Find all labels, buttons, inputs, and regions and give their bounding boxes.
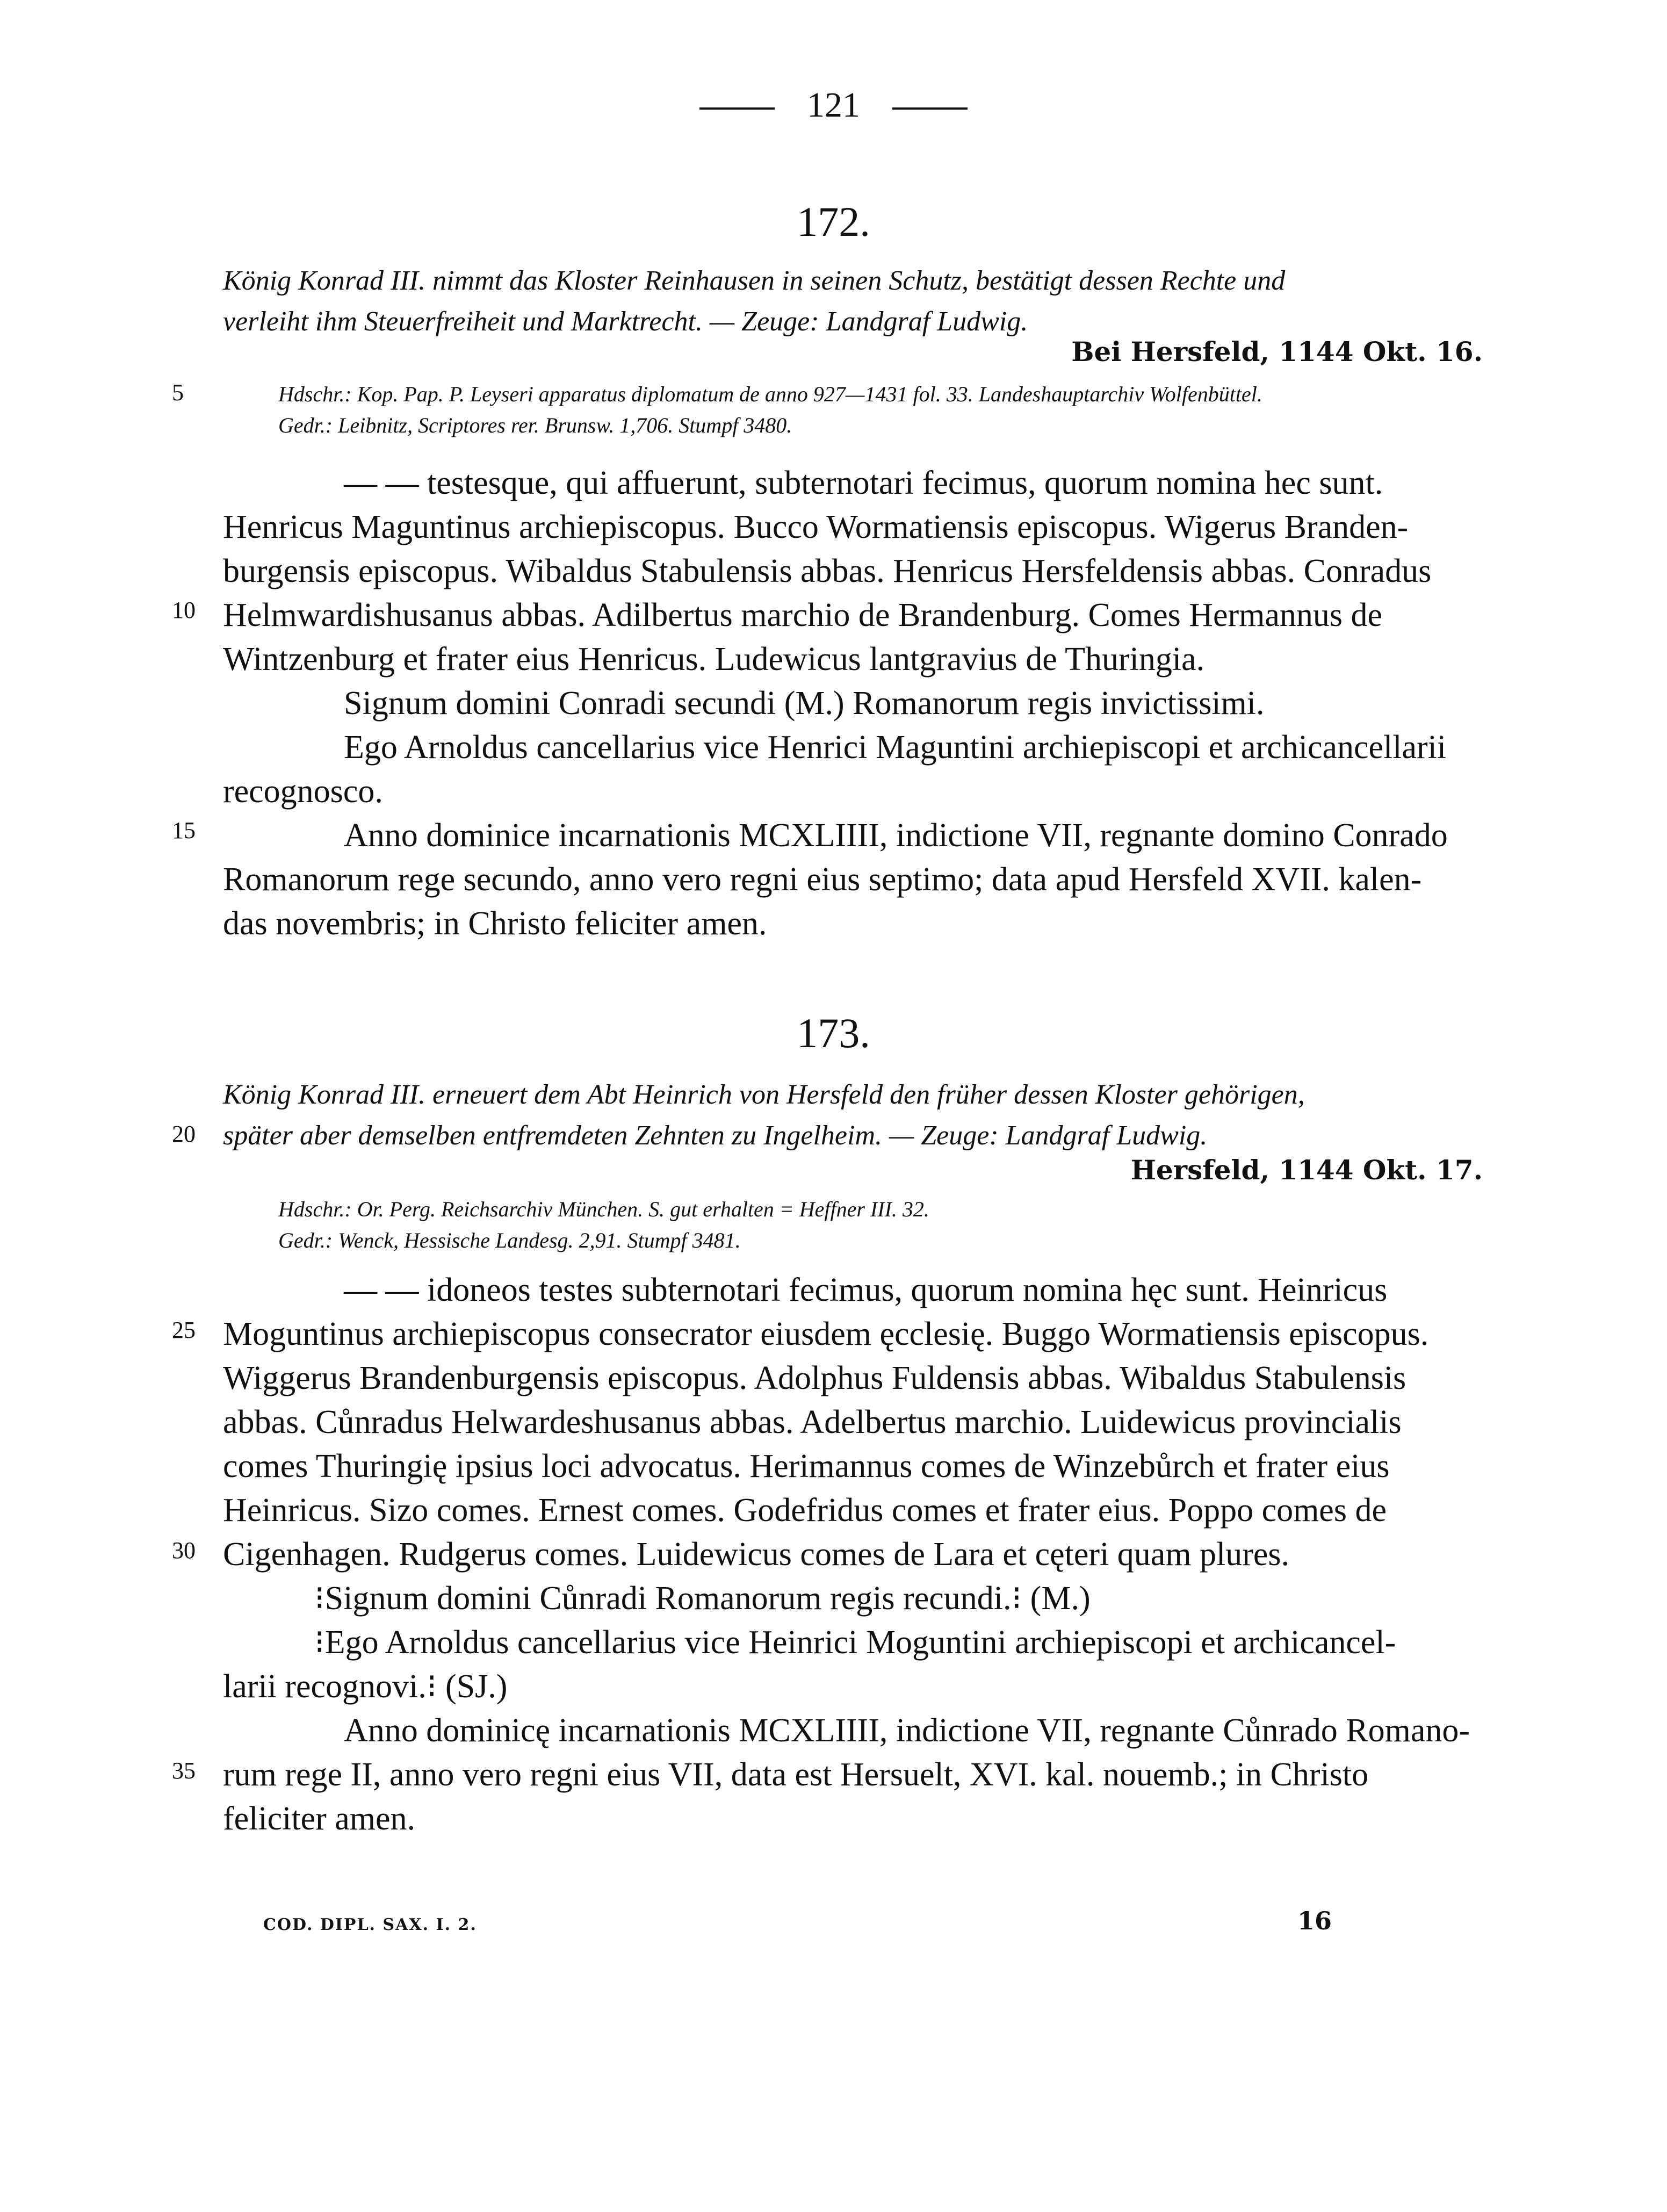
summary-line: König Konrad III. nimmt das Kloster Reinhausen in seinen Schutz, bestätigt dessen Rechte und (223, 265, 1286, 296)
text-line: — — testesque, qui affuerunt, subternotari fecimus, quorum nomina hec sunt. (344, 465, 1383, 501)
footer-signature: COD. DIPL. SAX. I. 2. (263, 1915, 477, 1934)
summary-line: verleiht ihm Steuerfreiheit und Marktrecht. — Zeuge: Landgraf Ludwig. (223, 306, 1028, 337)
text-line: Romanorum rege secundo, anno vero regni eius septimo; data apud Hersfeld XVII. kalen- (223, 861, 1422, 898)
text-line: comes Thuringię ipsius loci advocatus. Herimannus comes de Winzebůrch et frater eius (223, 1448, 1390, 1485)
document-number-173: 173. (797, 1010, 870, 1056)
page-number: 121 (807, 85, 860, 125)
text-line: Anno dominice incarnationis MCXLIIII, indictione VII, regnante domino Conrado (344, 817, 1448, 854)
summary-line: König Konrad III. erneuert dem Abt Heinrich von Hersfeld den früher dessen Kloster gehörigen, (223, 1079, 1305, 1110)
text-line: Heinricus. Sizo comes. Ernest comes. Godefridus comes et frater eius. Poppo comes de (223, 1492, 1387, 1529)
source-line: Gedr.: Leibnitz, Scriptores rer. Brunsw. 1,706. Stumpf 3480. (278, 413, 792, 437)
line-number: 5 (172, 379, 184, 406)
line-number: 20 (172, 1121, 196, 1147)
text-line: rum rege II, anno vero regni eius VII, data est Hersuelt, XVI. kal. nouemb.; in Christo (223, 1756, 1369, 1793)
source-line: Hdschr.: Or. Perg. Reichsarchiv München. S. gut erhalten = Heffner III. 32. (278, 1197, 929, 1221)
text-line: recognosco. (223, 773, 383, 810)
document-date-172: Bei Hersfeld, 1144 Okt. 16. (1071, 336, 1483, 368)
page-header (0, 85, 1667, 126)
document-number-172: 172. (797, 198, 870, 245)
regest-summary-173 (223, 1075, 1483, 1156)
text-line: ⁝Signum domini Cůnradi Romanorum regis recundi.⁝ (M.) (314, 1580, 1091, 1617)
document-text-173 (223, 1268, 1483, 1841)
text-line: Ego Arnoldus cancellarius vice Henrici Maguntini archiepiscopi et archicancellarii (344, 729, 1447, 766)
line-number: 10 (172, 597, 196, 623)
text-line: Cigenhagen. Rudgerus comes. Luidewicus comes de Lara et cęteri quam plures. (223, 1536, 1290, 1573)
text-line: Signum domini Conradi secundi (M.) Romanorum regis invictissimi. (344, 685, 1265, 722)
text-line: das novembris; in Christo feliciter amen. (223, 905, 767, 942)
text-line: — — idoneos testes subternotari fecimus, quorum nomina hęc sunt. Heinricus (344, 1272, 1388, 1308)
header-rule-right (892, 107, 968, 110)
source-line: Hdschr.: Kop. Pap. P. Leyseri apparatus diplomatum de anno 927—1431 fol. 33. Landeshauptarchiv Wolfenbüttel. (278, 382, 1262, 406)
document-text-172 (223, 461, 1483, 946)
header-rule-left (699, 107, 775, 110)
text-line: Helmwardishusanus abbas. Adilbertus marchio de Brandenburg. Comes Hermannus de (223, 597, 1383, 633)
summary-line: später aber demselben entfremdeten Zehnten zu Ingelheim. — Zeuge: Landgraf Ludwig. (223, 1120, 1208, 1151)
document-date-173: Hersfeld, 1144 Okt. 17. (1130, 1154, 1483, 1186)
text-line: Moguntinus archiepiscopus consecrator eiusdem ęcclesię. Buggo Wormatiensis episcopus. (223, 1316, 1429, 1352)
line-number: 25 (172, 1317, 196, 1343)
source-notes-173 (278, 1194, 1484, 1256)
regest-summary-172 (223, 261, 1483, 342)
line-number: 15 (172, 817, 196, 844)
text-line: Wiggerus Brandenburgensis episcopus. Adolphus Fuldensis abbas. Wibaldus Stabulensis (223, 1360, 1406, 1396)
text-line: larii recognovi.⁝ (SJ.) (223, 1668, 508, 1705)
text-line: feliciter amen. (223, 1800, 416, 1837)
line-number: 35 (172, 1757, 196, 1784)
text-line: abbas. Cůnradus Helwardeshusanus abbas. Adelbertus marchio. Luidewicus provincialis (223, 1404, 1402, 1440)
text-line: ⁝Ego Arnoldus cancellarius vice Heinrici Moguntini archiepiscopi et archicancel- (314, 1624, 1396, 1661)
footer-sheet-number: 16 (1297, 1906, 1332, 1935)
text-line: Wintzenburg et frater eius Henricus. Ludewicus lantgravius de Thuringia. (223, 641, 1205, 678)
source-line: Gedr.: Wenck, Hessische Landesg. 2,91. Stumpf 3481. (278, 1228, 741, 1252)
text-line: Anno dominicę incarnationis MCXLIIII, indictione VII, regnante Cůnrado Romano- (344, 1712, 1470, 1749)
line-number: 30 (172, 1537, 196, 1563)
text-line: Henricus Maguntinus archiepiscopus. Bucco Wormatiensis episcopus. Wigerus Branden- (223, 509, 1409, 545)
source-notes-172 (278, 379, 1484, 441)
text-line: burgensis episcopus. Wibaldus Stabulensis abbas. Henricus Hersfeldensis abbas. Conradus (223, 553, 1432, 589)
